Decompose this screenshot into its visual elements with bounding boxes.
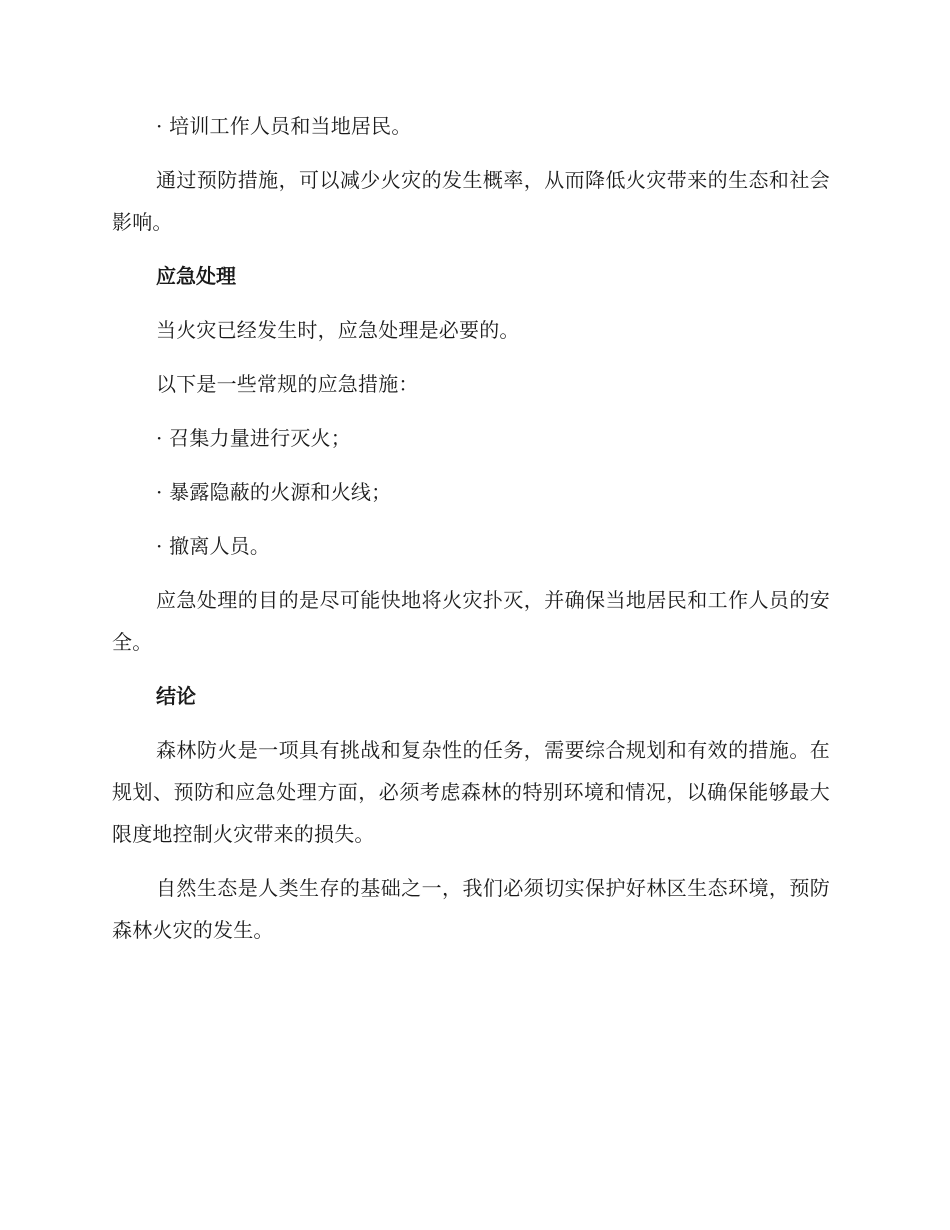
document-page — [112, 105, 830, 963]
bullet-training: · 培训工作人员和当地居民。 — [156, 114, 412, 138]
bullet-evacuate: · 撤离人员。 — [156, 534, 271, 558]
paragraph-conclusion-1: 森林防火是一项具有挑战和复杂性的任务，需要综合规划和有效的措施。在规划、预防和应急处理方面，必须考虑森林的特别环境和情况，以确保能够最大限度地控制火灾带来的损失。 — [112, 738, 830, 846]
heading-conclusion: 结论 — [156, 684, 196, 708]
paragraph-emergency-intro: 当火灾已经发生时，应急处理是必要的。 — [156, 318, 520, 342]
paragraph-prevention-summary: 通过预防措施，可以减少火灾的发生概率，从而降低火灾带来的生态和社会影响。 — [112, 168, 830, 234]
paragraph-conclusion-2: 自然生态是人类生存的基础之一，我们必须切实保护好林区生态环境，预防森林火灾的发生。 — [112, 876, 830, 942]
paragraph-emergency-list-intro: 以下是一些常规的应急措施： — [156, 372, 419, 396]
paragraph-emergency-goal: 应急处理的目的是尽可能快地将火灾扑灭，并确保当地居民和工作人员的安全。 — [112, 588, 830, 654]
heading-emergency: 应急处理 — [156, 264, 236, 288]
bullet-fight-fire: · 召集力量进行灭火； — [156, 426, 351, 450]
bullet-expose-sources: · 暴露隐蔽的火源和火线； — [156, 480, 392, 504]
